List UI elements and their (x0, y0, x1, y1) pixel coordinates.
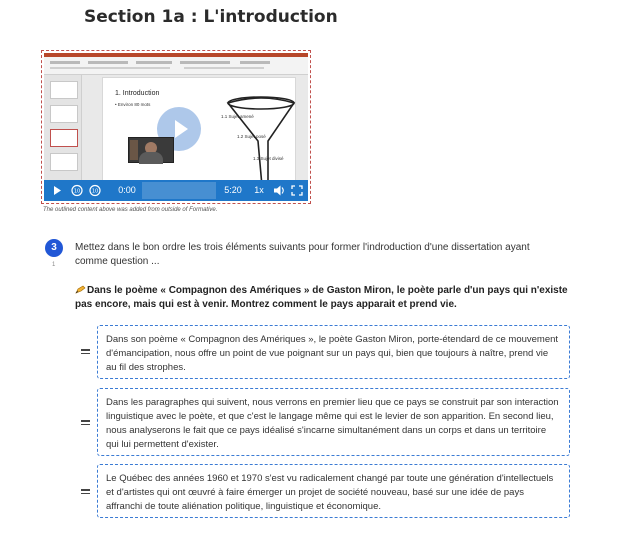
duration: 5:20 (224, 185, 242, 195)
svg-text:10: 10 (91, 188, 99, 195)
embed-caption: The outlined content above was added from outside of Formative. (43, 207, 218, 213)
ordering-item[interactable]: Dans son poème « Compagnon des Amériques », le poète Gaston Miron, porte-étendard de ce mouvement d'émancipation, nous offre un point de vue poignant sur un pays qui, bien que toujours à naître, prend vie au fil des strophes. (97, 325, 570, 379)
video-screen[interactable] (44, 53, 308, 201)
drag-handle[interactable] (81, 420, 90, 427)
prompt-text: Dans le poème « Compagnon des Amériques » de Gaston Miron, le poète parle d'un pays qui n'existe pas encore, mais qui est à venir. Montrez comment le pays apparait et prend vie. (75, 285, 568, 310)
play-icon (175, 120, 188, 138)
slide-bullet: • Environ 80 mots (115, 102, 151, 107)
slide-title: 1. Introduction (115, 90, 160, 97)
drag-handle[interactable] (81, 349, 90, 356)
ordering-item[interactable]: Dans les paragraphes qui suivent, nous verrons en premier lieu que ce pays se construit par son interaction linguistique avec le poète, et que c'est le langage même qui est le levier de son apparition. En second lieu, nous analyserons le fait que ce pays idéalisé s'incarne simultanément dans un corps et dans un territoire qui lui permettent d'exister. (97, 388, 570, 456)
progress-bar[interactable] (142, 182, 216, 199)
speed-button[interactable]: 1x (254, 185, 264, 195)
slide-label: 1.1 Sujet amené (221, 114, 254, 119)
writing-hand-icon (75, 285, 86, 294)
question-text: Mettez dans le bon ordre les trois éléments suivants pour former l'indroduction d'une dissertation ayant comme question ... (75, 242, 530, 267)
forward-10-icon[interactable] (88, 180, 102, 201)
section-title: Section 1a : L'introduction (84, 7, 338, 27)
question-number-badge: 3 (45, 239, 63, 257)
embedded-video[interactable] (41, 50, 311, 204)
question-prompt (75, 284, 570, 312)
ordering-item[interactable]: Le Québec des années 1960 et 1970 s'est vu radicalement changé par toute une génération d'intellectuels et d'artistes qui ont œuvré à faire émerger un projet de société nouveau, basé sur une idée de pays affranchi de toute aliénation politique, linguistique et économique. (97, 464, 570, 518)
question-points: 1 (52, 262, 56, 268)
slide-label: 1.3 Sujet divisé (253, 156, 284, 161)
ppt-toolbar (44, 57, 308, 75)
video-controls (44, 180, 308, 201)
slide-thumbnails (44, 75, 82, 183)
webcam-overlay (128, 137, 174, 163)
volume-icon[interactable] (272, 180, 286, 201)
fullscreen-icon[interactable] (290, 180, 304, 201)
rewind-10-icon[interactable] (70, 180, 84, 201)
svg-text:10: 10 (73, 188, 81, 195)
funnel-drawing (222, 89, 300, 187)
drag-handle[interactable] (81, 489, 90, 496)
slide-label: 1.2 Sujet posé (237, 134, 266, 139)
play-icon[interactable] (51, 180, 63, 201)
current-time: 0:00 (118, 185, 136, 195)
